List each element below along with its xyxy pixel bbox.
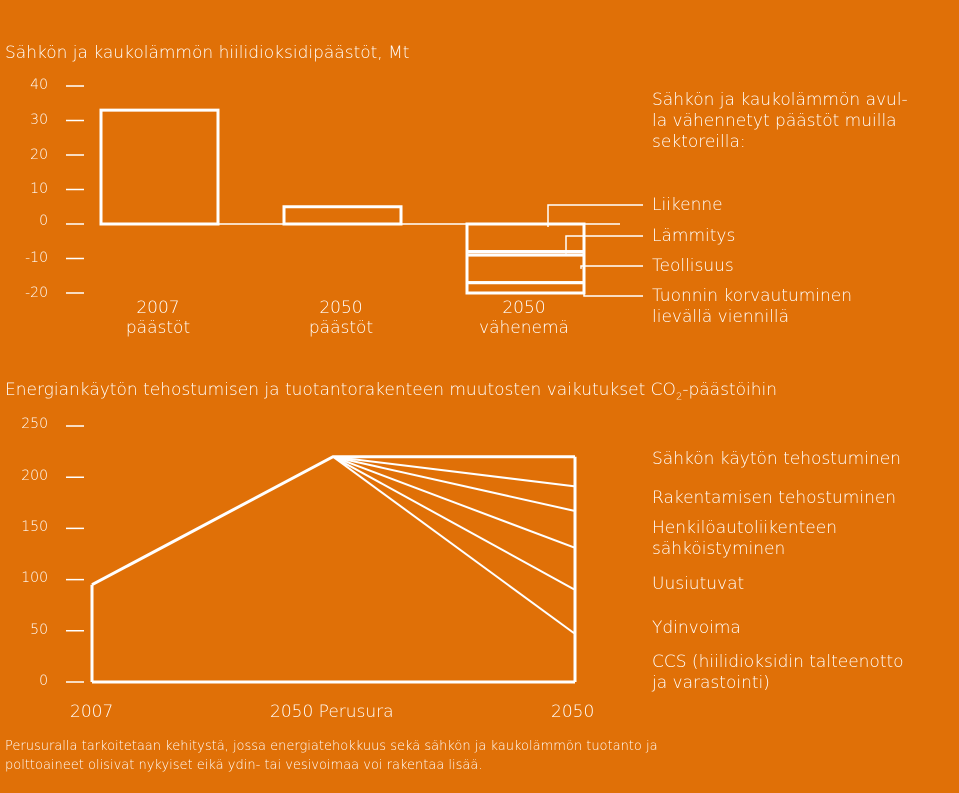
legend-item-line: lievällä viennillä <box>652 307 790 327</box>
category-year: 2007 <box>136 298 180 318</box>
legend-heading-line: Sähkön ja kaukolämmön avul- <box>652 90 908 110</box>
legend-item-line: Tuonnin korvautuminen <box>652 286 853 306</box>
top-y-tick: -20 <box>25 285 48 301</box>
legend-heading-line: sektoreilla: <box>652 132 746 152</box>
category-desc: päästöt <box>308 318 374 338</box>
bottom-legend-item: Sähkön käytön tehostuminen <box>652 449 901 469</box>
top-y-tick: 10 <box>30 181 48 197</box>
top-y-tick: 40 <box>30 77 48 93</box>
category-desc: vähenemä <box>479 318 569 338</box>
title-subscript: 2 <box>675 391 683 403</box>
bottom-y-tick: 0 <box>39 673 48 689</box>
series-line <box>333 457 575 487</box>
top-y-tick: 20 <box>30 147 48 163</box>
legend-item-line: ja varastointi) <box>652 673 770 693</box>
legend-item-line: CCS (hiilidioksidin talteenotto <box>652 652 904 672</box>
legend-heading-line: la vähennetyt päästöt muilla <box>652 111 897 131</box>
bottom-y-tick: 100 <box>21 570 48 586</box>
top-legend-item: Liikenne <box>652 195 723 215</box>
bottom-y-tick: 50 <box>30 622 48 638</box>
legend-item-line: sähköistyminen <box>652 539 786 559</box>
category-year: 2050 <box>319 298 363 318</box>
bottom-x-label: 2007 <box>70 702 114 722</box>
title-main: Energiankäytön tehostumisen ja tuotantorakenteen muutosten vaikutukset CO <box>5 380 676 400</box>
category-desc: päästöt <box>125 318 191 338</box>
bottom-x-label: 2050 Perusura <box>270 702 394 722</box>
bottom-legend-item: Rakentamisen tehostuminen <box>652 488 897 508</box>
top-legend-item: Lämmitys <box>652 226 736 246</box>
top-y-tick: 30 <box>30 112 48 128</box>
bottom-legend-item: Ydinvoima <box>652 618 741 638</box>
top-legend-item: Teollisuus <box>652 256 734 276</box>
top-y-tick: -10 <box>25 250 48 266</box>
category-year: 2050 <box>502 298 546 318</box>
bottom-y-tick: 150 <box>21 519 48 535</box>
top-y-tick: 0 <box>39 213 48 229</box>
bottom-y-tick: 200 <box>21 468 48 484</box>
title-tail: -päästöihin <box>682 380 777 400</box>
footnote: Perusuralla tarkoitetaan kehitystä, jossa energiatehokkuus sekä sähkön ja kaukolämmön tuotanto ja polttoaineet olisivat nykyiset eikä ydin- tai vesivoimaa voi rakentaa lisää. <box>5 739 658 773</box>
series-line <box>333 457 575 590</box>
top-chart-title: Sähkön ja kaukolämmön hiilidioksidipäästöt, Mt <box>5 43 410 63</box>
legend-item-line: Henkilöautoliikenteen <box>652 518 837 538</box>
bottom-x-label: 2050 <box>551 702 595 722</box>
bottom-legend-item: Uusiutuvat <box>652 574 745 594</box>
bottom-y-tick: 250 <box>21 416 48 432</box>
